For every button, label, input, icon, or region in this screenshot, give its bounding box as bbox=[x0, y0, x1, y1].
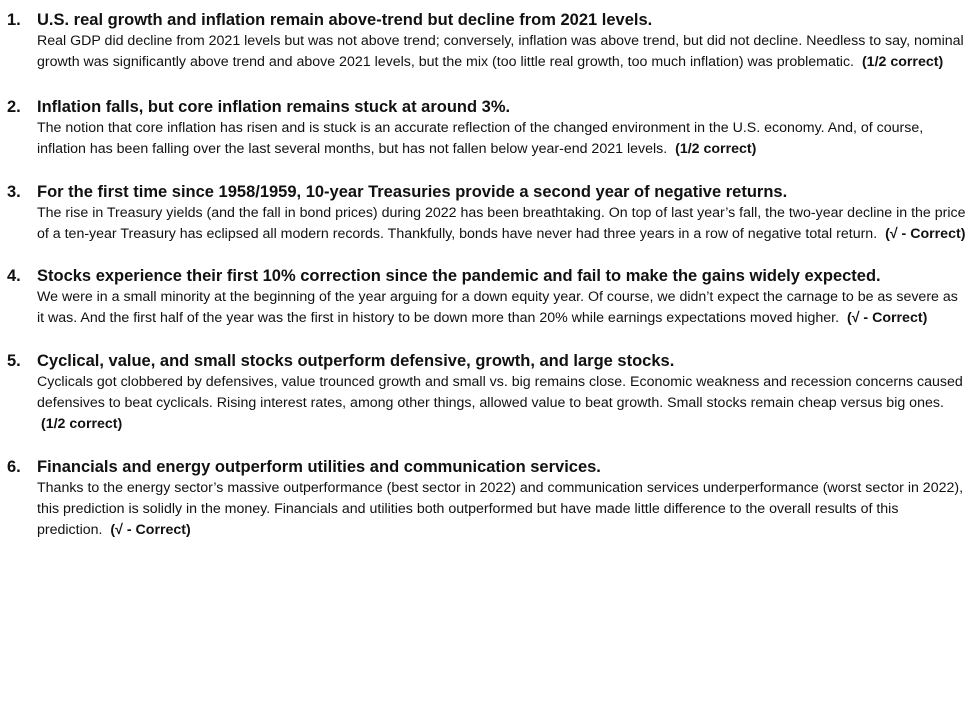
prediction-assessment bbox=[37, 118, 975, 160]
verdict-label: (√ - Correct) bbox=[885, 226, 966, 242]
item-number: 6. bbox=[7, 458, 21, 476]
prediction-heading: Inflation falls, but core inflation remains stuck at around 3%. bbox=[37, 98, 511, 116]
prediction-assessment bbox=[37, 203, 975, 245]
prediction-heading: Stocks experience their first 10% correction since the pandemic and fail to make the gains widely expected. bbox=[37, 267, 881, 285]
prediction-heading: U.S. real growth and inflation remain above-trend but decline from 2021 levels. bbox=[37, 11, 653, 29]
prediction-assessment bbox=[37, 31, 975, 73]
prediction-item-2 bbox=[0, 97, 975, 160]
assessment-text: Real GDP did decline from 2021 levels but was not above trend; conversely, inflation was above trend, but did not decline. Needless to say, nominal growth was significantly above trend and above 2021 levels, but the mix (too little real growth, too much inflation) was problematic. bbox=[37, 33, 964, 70]
prediction-item-5 bbox=[0, 351, 975, 435]
item-number: 5. bbox=[7, 352, 21, 370]
verdict-label: (1/2 correct) bbox=[861, 54, 944, 70]
assessment-text: Cyclicals got clobbered by defensives, value trounced growth and small vs. big remains close. Economic weakness and recession concerns caused defensives to beat cyclicals. Rising interest rates, among other things, allowed value to beat growth. Small stocks remain cheap versus big ones. bbox=[37, 374, 963, 411]
prediction-heading: Financials and energy outperform utilities and communication services. bbox=[37, 458, 601, 476]
prediction-item-4 bbox=[0, 266, 975, 329]
prediction-assessment bbox=[37, 372, 975, 435]
verdict-label: (1/2 correct) bbox=[41, 416, 123, 432]
prediction-item-1 bbox=[0, 10, 975, 73]
item-number: 1. bbox=[7, 11, 21, 29]
prediction-item-3 bbox=[0, 182, 975, 245]
assessment-text: The notion that core inflation has risen and is stuck is an accurate reflection of the changed environment in the U.S. economy. And, of course, inflation has been falling over the last several months, but has not fallen below year-end 2021 levels. bbox=[37, 120, 924, 157]
verdict-label: (√ - Correct) bbox=[110, 522, 191, 538]
assessment-text: The rise in Treasury yields (and the fall in bond prices) during 2022 has been breathtaking. On top of last year’s fall, the two-year decline in the price of a ten-year Treasury has eclipsed all modern records. Thankfully, bonds have never had three years in a row of negative total return. bbox=[37, 205, 966, 242]
prediction-assessment bbox=[37, 287, 975, 329]
prediction-item-6 bbox=[0, 457, 975, 541]
verdict-label: (√ - Correct) bbox=[846, 310, 928, 326]
prediction-heading: Cyclical, value, and small stocks outperform defensive, growth, and large stocks. bbox=[37, 352, 675, 370]
verdict-label: (1/2 correct) bbox=[675, 141, 757, 157]
prediction-assessment bbox=[37, 478, 975, 541]
assessment-text: Thanks to the energy sector’s massive outperformance (best sector in 2022) and communication services underperformance (worst sector in 2022), this prediction is solidly in the money. Financials and utilities both outperformed but have made little difference to the overall results of this prediction. bbox=[37, 480, 964, 538]
prediction-heading: For the first time since 1958/1959, 10-year Treasuries provide a second year of negative returns. bbox=[37, 183, 788, 201]
item-number: 4. bbox=[7, 267, 21, 285]
assessment-text: We were in a small minority at the beginning of the year arguing for a down equity year. Of course, we didn’t expect the carnage to be as severe as it was. And the first half of the year was the first in history to be down more than 20% while earnings expectations moved higher. bbox=[37, 289, 958, 326]
item-number: 3. bbox=[7, 183, 21, 201]
item-number: 2. bbox=[7, 98, 21, 116]
